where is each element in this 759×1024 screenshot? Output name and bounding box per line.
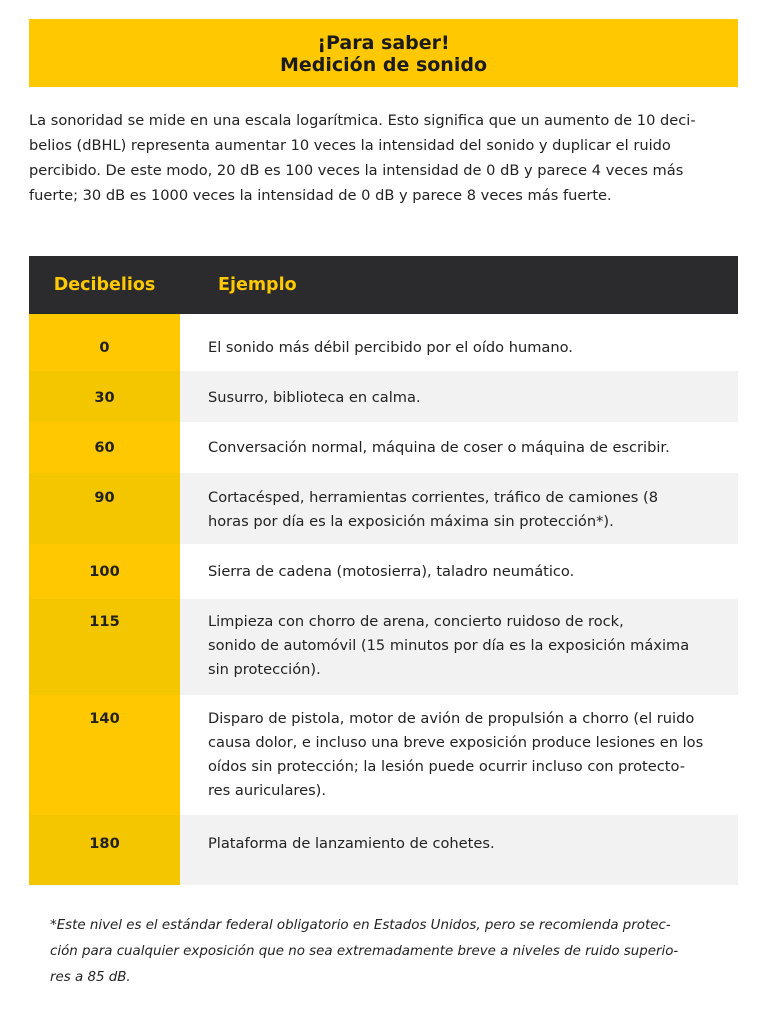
banner-title: Medición de sonido	[279, 54, 488, 76]
example-line: Sierra de cadena (motosierra), taladro neumático.	[208, 563, 575, 580]
title-banner	[29, 19, 738, 87]
example-line: Conversación normal, máquina de coser o máquina de escribir.	[208, 439, 670, 456]
decibel-value: 60	[29, 422, 180, 473]
table-header-row	[29, 256, 738, 314]
banner-kicker: ¡Para saber!	[317, 32, 450, 54]
example-line: sonido de automóvil (15 minutos por día es la exposición máxima	[208, 637, 690, 654]
example-line: causa dolor, e incluso una breve exposición produce lesiones en los	[208, 734, 704, 751]
example-line: sin protección).	[208, 661, 321, 678]
table-row	[29, 544, 738, 599]
example-cell	[180, 314, 738, 371]
table-row	[29, 815, 738, 885]
header-decibels: Decibelios	[29, 256, 180, 314]
decibel-value: 180	[29, 815, 180, 885]
intro-paragraph	[29, 108, 741, 208]
header-example: Ejemplo	[180, 256, 738, 314]
example-cell	[180, 422, 738, 473]
table-row	[29, 473, 738, 544]
decibel-value: 90	[29, 473, 180, 544]
decibel-value: 0	[29, 314, 180, 371]
example-line: horas por día es la exposición máxima sin protección*).	[208, 513, 614, 530]
example-line: Disparo de pistola, motor de avión de propulsión a chorro (el ruido	[208, 710, 695, 727]
example-cell	[180, 371, 738, 422]
table-row	[29, 695, 738, 815]
table-row	[29, 371, 738, 422]
decibel-value: 140	[29, 695, 180, 815]
footnote-line: ción para cualquier exposición que no sea extremadamente breve a niveles de ruido superio-	[50, 944, 679, 959]
example-line: Cortacésped, herramientas corrientes, tráfico de camiones (8	[208, 489, 658, 506]
decibel-value: 100	[29, 544, 180, 599]
table-row	[29, 599, 738, 695]
example-line: oídos sin protección; la lesión puede ocurrir incluso con protecto-	[208, 758, 685, 775]
example-line: Plataforma de lanzamiento de cohetes.	[208, 835, 495, 852]
footnote-line: *Este nivel es el estándar federal obligatorio en Estados Unidos, pero se recomienda protec-	[50, 918, 671, 933]
example-cell	[180, 815, 738, 885]
example-line: Susurro, biblioteca en calma.	[208, 389, 421, 406]
table-row	[29, 422, 738, 473]
intro-line: belios (dBHL) representa aumentar 10 veces la intensidad del sonido y duplicar el ruido	[29, 137, 671, 154]
intro-line: fuerte; 30 dB es 1000 veces la intensidad de 0 dB y parece 8 veces más fuerte.	[29, 187, 612, 204]
example-cell	[180, 544, 738, 599]
example-line: res auriculares).	[208, 782, 327, 799]
example-line: El sonido más débil percibido por el oído humano.	[208, 339, 573, 356]
example-cell	[180, 599, 738, 695]
intro-line: percibido. De este modo, 20 dB es 100 veces la intensidad de 0 dB y parece 4 veces más	[29, 162, 684, 179]
intro-line: La sonoridad se mide en una escala logarítmica. Esto significa que un aumento de 10 deci-	[29, 112, 696, 129]
decibel-value: 30	[29, 371, 180, 422]
example-line: Limpieza con chorro de arena, concierto ruidoso de rock,	[208, 613, 624, 630]
example-cell	[180, 695, 738, 815]
decibel-table	[29, 256, 738, 885]
decibel-value: 115	[29, 599, 180, 695]
example-cell	[180, 473, 738, 544]
footnote	[50, 913, 730, 991]
footnote-line: res a 85 dB.	[50, 970, 131, 985]
table-row	[29, 314, 738, 371]
